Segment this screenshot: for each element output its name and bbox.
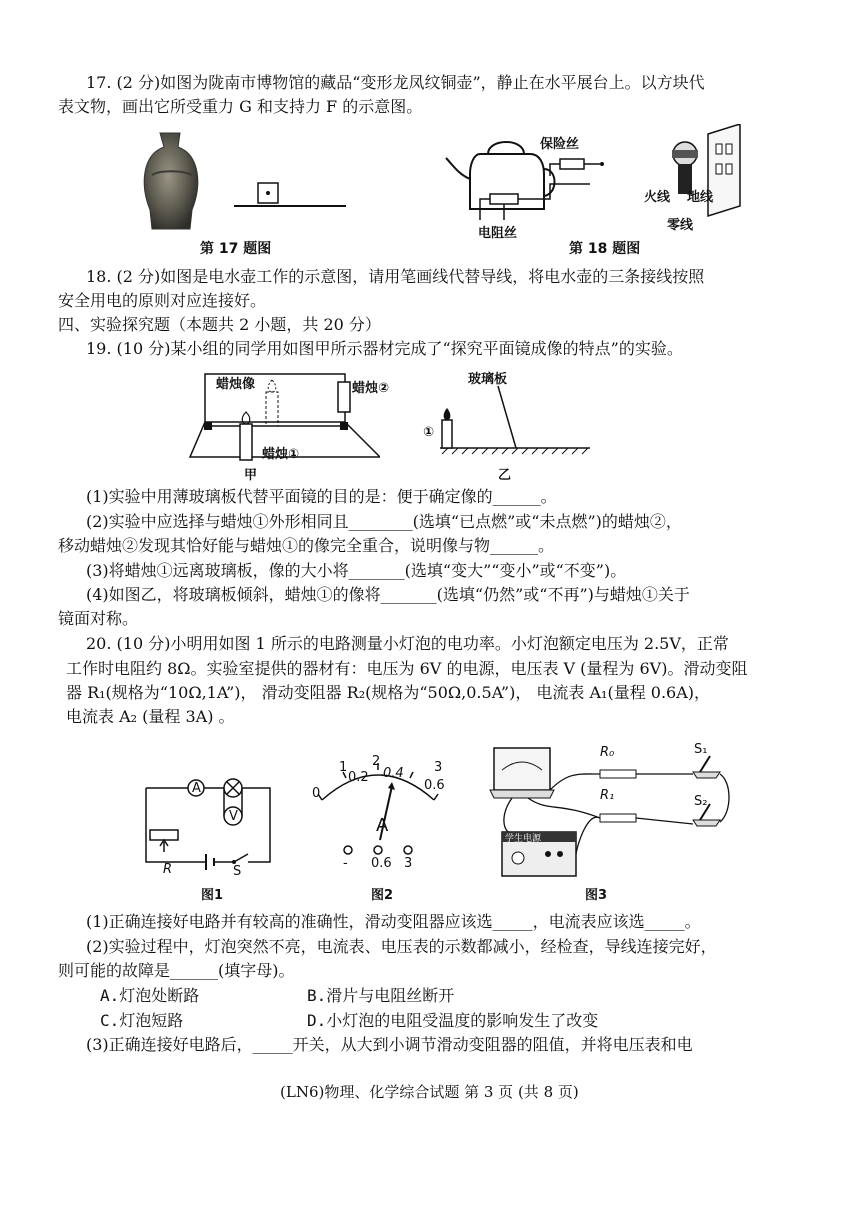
q19-part2-b: 移动蜡烛②发现其恰好能与蜡烛①的像完全重合，说明像与物______。	[58, 536, 555, 555]
meter-unit-label: A	[376, 815, 389, 836]
q20-option-c: C.灯泡短路	[100, 1011, 184, 1030]
meter-top-tick-2: 2	[372, 754, 381, 769]
q19-part4-b: 镜面对称。	[58, 609, 139, 628]
meter-terminal-minus: -	[343, 856, 348, 871]
meter-tick-0.4: 0.4	[383, 766, 404, 781]
fig3-S1-label: S₁	[694, 742, 708, 757]
q18-caption: 第 18 题图	[569, 241, 641, 257]
meter-tick-0.2: 0.2	[348, 770, 369, 785]
fig-b-caption: 乙	[498, 468, 512, 483]
meter-tick-0: 0	[312, 786, 321, 801]
fig1-rheostat-label: R	[163, 862, 173, 877]
fig1-caption: 图1	[201, 888, 224, 903]
fire-wire-label: 火线	[644, 190, 671, 205]
q20-option-a: A.灯泡处断路	[100, 986, 200, 1005]
fig-b-candle1-label: ①	[423, 425, 435, 440]
q20-line2: 工作时电阻约 8Ω。实验室提供的器材有：电压为 6V 的电源，电压表 V (量程为 6V)。滑动变阻	[66, 659, 748, 678]
neutral-wire-label: 零线	[667, 218, 694, 233]
meter-terminal-0.6: 0.6	[371, 856, 392, 871]
q18-line2: 安全用电的原则对应连接好。	[58, 291, 267, 310]
q20-line4: 电流表 A₂ (量程 3A) 。	[66, 707, 235, 726]
page-footer: (LN6)物理、化学综合试题 第 3 页 (共 8 页)	[280, 1083, 579, 1101]
q20-part2-b: 则可能的故障是______(填字母)。	[58, 961, 295, 980]
q20-part3: (3)正确连接好电路后，_____开关，从大到小调节滑动变阻器的阻值，并将电压表和电	[86, 1035, 693, 1054]
ground-wire-label: 地线	[687, 190, 714, 205]
q17-vase-image	[130, 125, 360, 235]
fig3-source-label: 学生电源	[505, 834, 542, 844]
q20-fig3-apparatus	[488, 742, 738, 884]
fig3-R0-label: R₀	[600, 745, 615, 760]
fig1-voltmeter-label: V	[229, 809, 238, 824]
q19-figure-a	[180, 362, 380, 482]
fuse-label: 保险丝	[540, 137, 580, 152]
q18-line1: 18. (2 分)如图是电水壶工作的示意图，请用笔画线代替导线，将电水壶的三条接线按照	[86, 267, 705, 286]
candle2-label: 蜡烛②	[352, 381, 390, 396]
q17-figure	[130, 125, 360, 235]
fig-a-caption: 甲	[244, 468, 258, 483]
q19-part3: (3)将蜡烛①远离玻璃板，像的大小将_______(选填“变大”“变小”或“不变”)。	[86, 561, 627, 580]
glass-plate-label: 玻璃板	[468, 372, 508, 387]
q17-caption: 第 17 题图	[200, 241, 272, 257]
fig3-S2-label: S₂	[694, 794, 708, 809]
q20-part2-a: (2)实验过程中，灯泡突然不亮，电流表、电压表的示数都减小，经检查，导线连接完好，	[86, 937, 717, 956]
q19-part1: (1)实验中用薄玻璃板代替平面镜的目的是：便于确定像的______。	[86, 487, 557, 506]
q19-line1: 19. (10 分)某小组的同学用如图甲所示器材完成了“探究平面镜成像的特点”的实验。	[86, 339, 683, 358]
fig1-switch-label: S	[233, 864, 242, 879]
fig3-R1-label: R₁	[600, 788, 615, 803]
q20-line3: 器 R₁(规格为“10Ω,1A”)， 滑动变阻器 R₂(规格为“50Ω,0.5A”)， 电流表 A₁(量程 0.6A)，	[66, 683, 711, 702]
q20-option-d: D.小灯泡的电阻受温度的影响发生了改变	[307, 1011, 599, 1030]
fig2-caption: 图2	[371, 888, 394, 903]
q19-part2-a: (2)实验中应选择与蜡烛①外形相同且________(选填“已点燃”或“未点燃”)的蜡烛②，	[86, 512, 682, 531]
section4-title: 四、实验探究题（本题共 2 小题，共 20 分）	[58, 315, 381, 334]
fig1-ammeter-label: A	[192, 781, 201, 796]
candle1-label: 蜡烛①	[262, 447, 300, 462]
q20-option-b: B.滑片与电阻丝断开	[307, 986, 455, 1005]
meter-top-tick-1: 1	[339, 760, 348, 775]
meter-tick-0.6: 0.6	[424, 778, 445, 793]
q20-fig1-circuit	[140, 770, 280, 870]
meter-top-tick-3: 3	[434, 760, 443, 775]
q20-line1: 20. (10 分)小明用如图 1 所示的电路测量小灯泡的电功率。小灯泡额定电压为 2.5V，正常	[86, 634, 729, 653]
q17-line1: 17. (2 分)如图为陇南市博物馆的藏品“变形龙凤纹铜壶”，静止在水平展台上。以方块代	[86, 73, 705, 92]
fig3-caption: 图3	[585, 888, 608, 903]
resistor-wire-label: 电阻丝	[478, 226, 518, 241]
meter-terminal-3: 3	[404, 856, 413, 871]
q17-line2: 表文物，画出它所受重力 G 和支持力 F 的示意图。	[58, 97, 423, 116]
q20-part1: (1)正确连接好电路并有较高的准确性，滑动变阻器应该选_____，电流表应该选_____。	[86, 912, 701, 931]
q19-figure-b	[420, 380, 590, 460]
q19-part4-a: (4)如图乙，将玻璃板倾斜，蜡烛①的像将_______(选填“仍然”或“不再”)与蜡烛①关于	[86, 585, 690, 604]
candle-image-label: 蜡烛像	[216, 377, 256, 392]
